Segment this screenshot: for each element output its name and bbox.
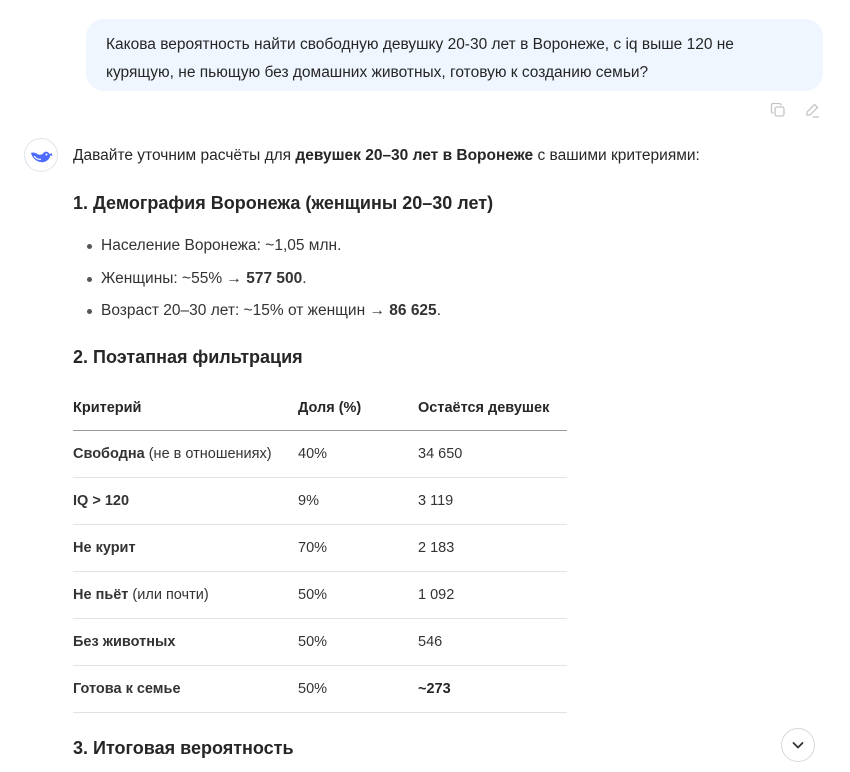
table-row bbox=[73, 430, 567, 477]
cell-remaining: ~273 bbox=[418, 665, 567, 712]
cell-remaining: 2 183 bbox=[418, 524, 567, 571]
copy-icon[interactable] bbox=[768, 100, 788, 120]
cell-criterion bbox=[73, 571, 298, 618]
whale-logo-icon bbox=[29, 145, 53, 165]
cell-share: 9% bbox=[298, 477, 418, 524]
message-actions bbox=[768, 100, 822, 120]
list-item bbox=[73, 295, 773, 328]
list-item-bold: 577 500 bbox=[246, 269, 303, 287]
scroll-down-button[interactable] bbox=[781, 728, 815, 762]
table-row bbox=[73, 524, 567, 571]
list-item bbox=[73, 230, 773, 263]
table-row bbox=[73, 618, 567, 665]
cell-remaining: 546 bbox=[418, 618, 567, 665]
criterion-note: (или почти) bbox=[128, 586, 209, 603]
intro-bold-text: девушек 20–30 лет в Воронеже bbox=[295, 147, 534, 164]
assistant-answer bbox=[73, 140, 773, 761]
assistant-avatar bbox=[24, 138, 58, 172]
cell-criterion bbox=[73, 665, 298, 712]
list-item bbox=[73, 263, 773, 296]
section-3-heading: 3. Итоговая вероятность bbox=[73, 737, 294, 758]
user-message-line-2: курящую, не пьющую без домашних животных, готовую к созданию семьи? bbox=[106, 64, 649, 81]
list-item-bold: 86 625 bbox=[389, 302, 437, 319]
criterion-bold: Не пьёт bbox=[73, 586, 129, 603]
chevron-down-icon bbox=[791, 738, 805, 752]
cell-share: 50% bbox=[298, 665, 418, 712]
cell-share: 40% bbox=[298, 430, 418, 477]
list-item-tail: . bbox=[302, 269, 307, 287]
intro-text-end: с вашими критериями: bbox=[533, 147, 700, 164]
criterion-bold: Свободна bbox=[73, 445, 145, 462]
filter-table bbox=[73, 387, 567, 713]
user-message-bubble bbox=[86, 19, 823, 91]
demography-list bbox=[73, 230, 773, 328]
cell-criterion bbox=[73, 430, 298, 477]
criterion-bold: Не курит bbox=[73, 539, 136, 556]
table-row bbox=[73, 477, 567, 524]
criterion-bold: Без животных bbox=[73, 633, 176, 650]
table-header-row bbox=[73, 387, 567, 431]
cell-remaining: 34 650 bbox=[418, 430, 567, 477]
user-message-line-1: Какова вероятность найти свободную девушку 20-30 лет в Воронеже, с iq выше 120 не bbox=[106, 36, 734, 53]
edit-icon[interactable] bbox=[802, 100, 822, 120]
cell-remaining: 3 119 bbox=[418, 477, 567, 524]
intro-text: Давайте уточним расчёты для bbox=[73, 147, 296, 164]
criterion-bold: IQ > 120 bbox=[73, 492, 130, 509]
cell-share: 70% bbox=[298, 524, 418, 571]
cell-criterion bbox=[73, 618, 298, 665]
criterion-note: (не в отношениях) bbox=[144, 445, 272, 462]
table-row bbox=[73, 571, 567, 618]
header-criterion: Критерий bbox=[73, 387, 298, 431]
header-remaining: Остаётся девушек bbox=[418, 387, 567, 431]
answer-intro bbox=[73, 140, 773, 172]
cell-criterion bbox=[73, 524, 298, 571]
cell-share: 50% bbox=[298, 571, 418, 618]
list-item-text: Женщины: ~55% → bbox=[101, 269, 247, 287]
section-1-heading: 1. Демография Воронежа (женщины 20–30 лет) bbox=[73, 193, 494, 213]
list-item-tail: . bbox=[436, 302, 441, 319]
table-body bbox=[73, 430, 567, 712]
cell-share: 50% bbox=[298, 618, 418, 665]
cell-criterion bbox=[73, 477, 298, 524]
cell-remaining: 1 092 bbox=[418, 571, 567, 618]
criterion-bold: Готова к семье bbox=[73, 680, 181, 697]
list-item-text: Население Воронежа: ~1,05 млн. bbox=[101, 237, 342, 254]
table-row bbox=[73, 665, 567, 712]
section-2-heading: 2. Поэтапная фильтрация bbox=[73, 346, 303, 367]
header-share: Доля (%) bbox=[298, 387, 418, 431]
list-item-text: Возраст 20–30 лет: ~15% от женщин → bbox=[101, 302, 390, 319]
